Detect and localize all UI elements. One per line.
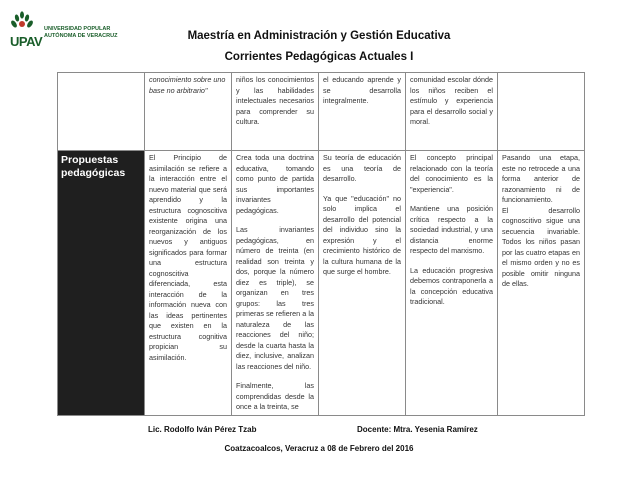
document-subtitle: Corrientes Pedagógicas Actuales I [224, 51, 414, 63]
comparison-table [57, 72, 585, 416]
cell-paragraph: Las invariantes pedagógicas, en número de treinta (en realidad son treinta y dos, porque la número diez es triple), se organizan en tres grupos: las tres primeras se refieren a la naturaleza de las reacciones del niño; desde la cuarta hasta la diez, inclusive, analizan las reacciones del niño. [236, 225, 314, 371]
cell-paragraph: Su teoría de educación es una teoría de desarrollo. [323, 153, 401, 183]
table-cell [145, 151, 232, 416]
table-cell [232, 151, 319, 416]
table-cell [498, 73, 585, 151]
laurel-emblem-icon [8, 10, 36, 32]
table-cell [319, 151, 406, 416]
document-title: Maestría en Administración y Gestión Educativa [187, 30, 451, 42]
student-name: Lic. Rodolfo Iván Pérez Tzab [148, 425, 257, 434]
cell-paragraph: El concepto principal relacionado con la teoría del conocimiento es la "experiencia". [410, 153, 493, 194]
table-cell [406, 151, 498, 416]
logo-acronym: UPAV [10, 34, 43, 49]
table-cell: niños los conocimientos y las habilidades intelectuales necesarios para comprender su cultura. [232, 73, 319, 151]
table-cell: comunidad escolar dónde los niños reciben el estímulo y experiencia para el desarrollo social y moral. [406, 73, 498, 151]
table-cell [58, 73, 145, 151]
row-label: Propuestas pedagógicas [58, 151, 145, 416]
place-date: Coatzacoalcos, Veracruz a 08 de Febrero del 2016 [224, 444, 414, 453]
table-cell: el educando aprende y se desarrolla integralmente. [319, 73, 406, 151]
table-cell: conocimiento sobre uno base no arbitrario" [145, 73, 232, 151]
teacher-name: Docente: Mtra. Yesenia Ramírez [357, 425, 478, 434]
table-row [58, 73, 585, 151]
cell-paragraph: Pasando una etapa, este no retrocede a una forma anterior de razonamiento ni de funcionamiento. [502, 153, 580, 204]
cell-paragraph: Finalmente, las comprendidas desde la once a la treinta, se [236, 381, 314, 411]
cell-paragraph: Mantiene una posición crítica respecto a la sociedad industrial, y una distancia enorme respecto del marxismo. [410, 204, 493, 255]
table-row [58, 151, 585, 416]
cell-paragraph: Ya que "educación" no solo implica el desarrollo del potencial del individuo sino la expresión y el crecimiento histórico de la cultura humana de la que surge el hombre. [323, 193, 401, 276]
cell-paragraph: El desarrollo cognoscitivo sigue una secuencia invariable. Todos los niños pasan por las cuatro etapas en el mismo orden y no es posible omitir ninguna de ellas. [502, 205, 580, 288]
university-name: UNIVERSIDAD POPULAR AUTÓNOMA DE VERACRUZ [44, 26, 118, 39]
cell-paragraph: Crea toda una doctrina educativa, tomando como punto de partida sus importantes invariantes pedagógicas. [236, 153, 314, 215]
cell-paragraph: La educación progresiva debemos contraponerla a la concepción educativa tradicional. [410, 265, 493, 306]
table-cell [498, 151, 585, 416]
cell-paragraph: El Principio de asimilación se refiere a la interacción entre el nuevo material que será aprendido y la estructura cognoscitiva existente origina una reorganización de los nuevos y antiguos significados para formar una estructura cognoscitiva diferenciada, esta interacción de la información nueva con las ideas pertinentes que existen en la estructura cognitiva propician su asimilación. [149, 153, 227, 362]
